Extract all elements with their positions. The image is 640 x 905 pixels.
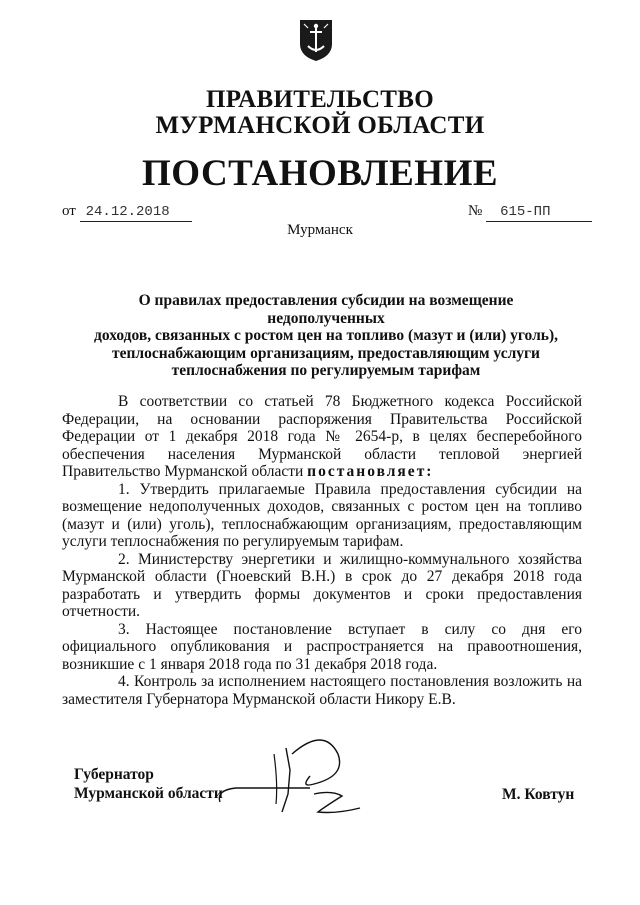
clause-3: 3. Настоящее постановление вступает в силу со дня его официального опубликования и распространяется на правоотношения, возникшие с 1 января 2018 года по 31 декабря 2018 года. — [62, 620, 582, 673]
org-name-line1: ПРАВИТЕЛЬСТВО — [206, 86, 434, 113]
number-value: 615-ПП — [486, 203, 592, 222]
intro-text: В соответствии со статьей 78 Бюджетного кодекса Российской Федерации, на основании распоряжения Правительства Российской Федерации от 1 декабря 2018 года № 2654-р, в целях бесперебойного обеспечения населения Мурманской области тепловой энергией Правительство Мурманской области — [62, 393, 582, 480]
org-name-line2: МУРМАНСКОЙ ОБЛАСТИ — [155, 112, 485, 139]
signatory-name: М. Ковтун — [502, 786, 575, 803]
coat-of-arms-icon — [298, 18, 334, 62]
title-line: теплоснабжения по регулируемым тарифам — [171, 362, 481, 379]
document-body — [62, 393, 582, 708]
clause-4: 4. Контроль за исполнением настоящего постановления возложить на заместителя Губернатора Мурманской области Никору Е.В. — [62, 673, 582, 708]
intro-paragraph — [62, 393, 582, 481]
signatory-region: Мурманской области — [74, 785, 223, 802]
clause-1: 1. Утвердить прилагаемые Правила предоставления субсидии на возмещение недополученных доходов, связанных с ростом цен на топливо (мазут и (или) уголь), теплоснабжающим организациям, предоставляющим услуги теплоснабжения по регулируемым тарифам. — [62, 480, 582, 550]
title-line: теплоснабжающим организациям, предоставляющим услуги — [112, 344, 540, 362]
document-title — [78, 292, 574, 380]
document-date — [62, 202, 192, 222]
handwritten-signature-icon — [214, 724, 364, 824]
clause-2: 2. Министерству энергетики и жилищно-коммунального хозяйства Мурманской области (Гноевский В.Н.) в срок до 27 декабря 2018 года разработать и утвердить формы документов и сроки предоставления отчетности. — [62, 550, 582, 620]
document-type: ПОСТАНОВЛЕНИЕ — [141, 153, 499, 194]
signatory-position: Губернатор — [74, 766, 154, 783]
city: Мурманск — [287, 222, 353, 238]
resolves-word: постановляет: — [307, 463, 434, 480]
date-prefix: от — [62, 203, 76, 219]
document-number — [468, 202, 592, 222]
title-line: О правилах предоставления субсидии на возмещение недополученных — [138, 292, 514, 327]
number-prefix: № — [468, 203, 483, 219]
date-value: 24.12.2018 — [80, 203, 192, 222]
title-line: доходов, связанных с ростом цен на топливо (мазут и (или) уголь), — [93, 327, 559, 344]
